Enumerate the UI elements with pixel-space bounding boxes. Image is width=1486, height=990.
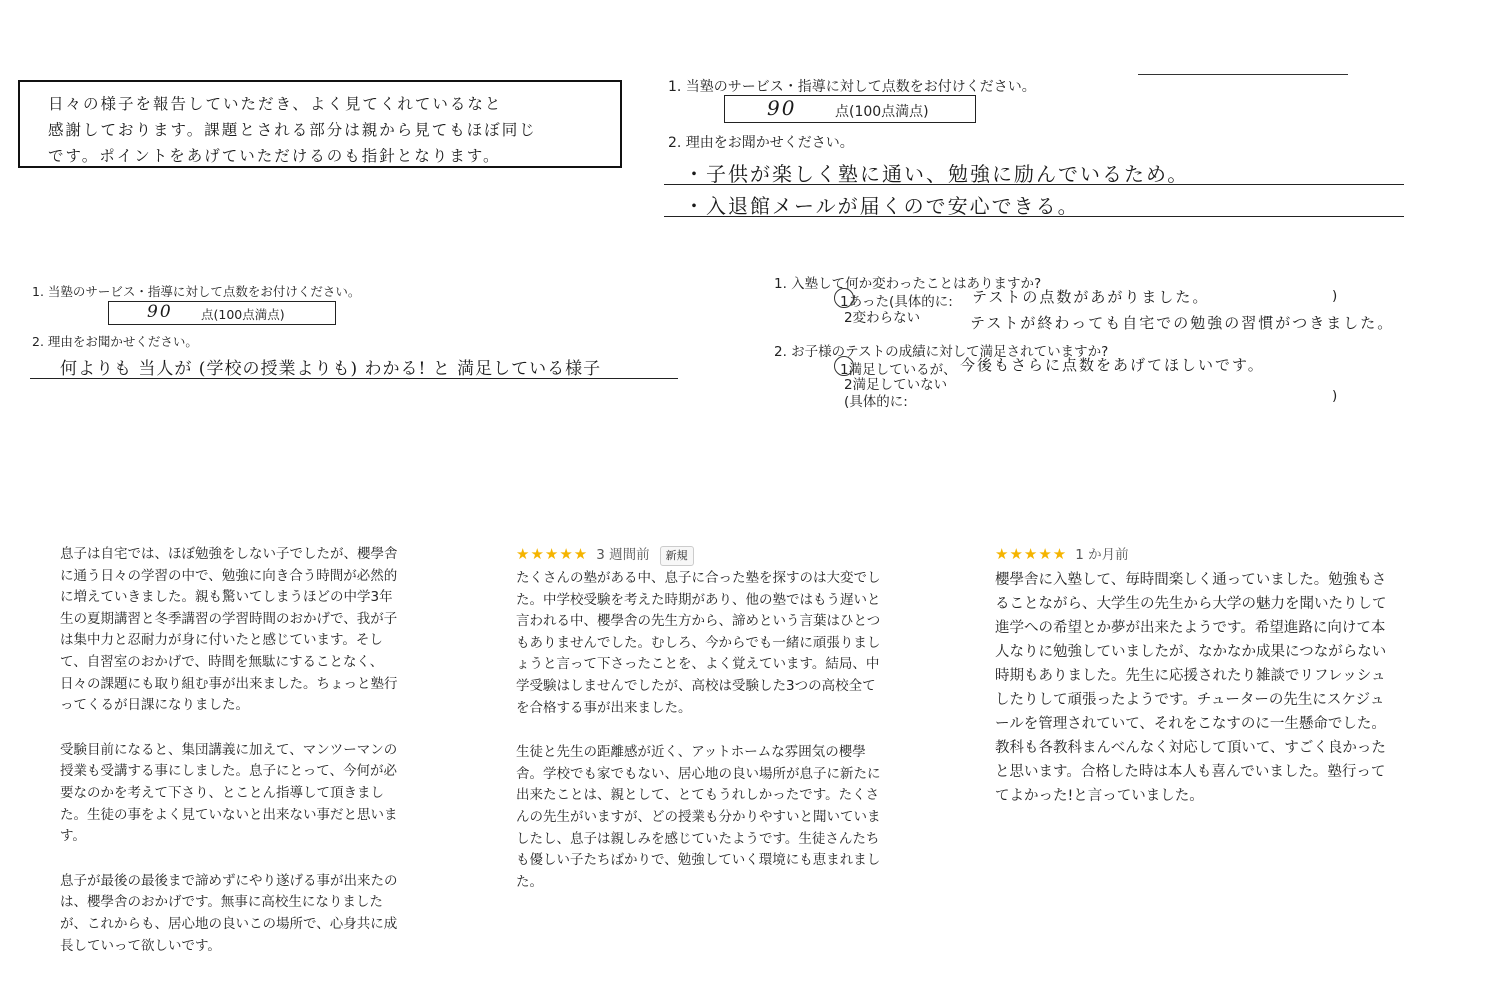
- question-2: 2. 理由をお聞かせください。: [668, 135, 854, 151]
- handwritten-note-box: [18, 80, 622, 168]
- score-unit: 点(100点満点): [201, 307, 285, 322]
- review-card-1: [60, 544, 405, 980]
- score-value: 90: [767, 96, 797, 120]
- review-card-3: [995, 543, 1395, 831]
- question-1: 1. 入塾して何か変わったことはありますか?: [774, 276, 1042, 292]
- answer-rule: [30, 378, 678, 379]
- answer-line-2: ・入退館メールが届くので安心できる。: [684, 194, 1080, 218]
- note-line-3: です。ポイントをあげていただけるのも指針となります。: [48, 147, 501, 165]
- answer-rule-1: [664, 184, 1404, 185]
- new-badge: 新規: [660, 546, 694, 566]
- option-2a-label: 1満足しているが、: [840, 362, 957, 378]
- circle-mark-icon: [834, 288, 854, 308]
- answer-1a: テストの点数があがりました。: [972, 288, 1210, 306]
- review-date: 1 か月前: [1075, 547, 1129, 563]
- review-paragraph: 息子は自宅では、ほぼ勉強をしない子でしたが、櫻學舎に通う日々の学習の中で、勉強に向き合う時間が必然的に増えていきました。親も驚いてしまうほどの中学3年生の夏期講習と冬季講習の学習時間のおかげで、我が子は集中力と忍耐力が身に付いたと感じています。そして、自習室のおかげで、時間を無駄にすることなく、日々の課題にも取り組む事が出来ました。ちょっと塾行ってくるが日課になりました。: [60, 546, 398, 714]
- review-paragraph: 受験目前になると、集団講義に加えて、マンツーマンの授業も受講する事にしました。息子にとって、今何が必要なのかを考えて下さり、とことん指導して頂きました。生徒の事をよく見ていないと出来ない事だと思います。: [60, 741, 398, 845]
- question-2: 2. お子様のテストの成績に対して満足されていますか?: [774, 344, 1109, 360]
- review-card-2: [516, 543, 886, 916]
- option-2b: 2満足していない: [844, 377, 948, 393]
- question-2: 2. 理由をお聞かせください。: [32, 334, 198, 349]
- answer-rule-2: [664, 216, 1404, 217]
- review-date: 3 週間前: [596, 547, 650, 563]
- score-value: 90: [147, 302, 173, 322]
- option-2c: (具体的に:: [844, 394, 908, 410]
- survey-scan-2: [664, 66, 1408, 226]
- review-paragraph: たくさんの塾がある中、息子に合った塾を探すのは大変でした。中学校受験を考えた時期があり、他の塾ではもう遅いと言われる中、櫻學舎の先生方から、諦めという言葉はひとつもありませんでした。むしろ、今からでも一緒に頑張りましょうと言って下さったことを、よく覚えています。結局、中学受験はしませんでしたが、高校は受験した3つの高校全てを合格する事が出来ました。: [516, 570, 881, 716]
- answer-line: 何よりも 当人が (学校の授業よりも) わかる! と 満足している様子: [60, 359, 602, 379]
- survey-scan-4: [770, 270, 1395, 410]
- note-line-1: 日々の様子を報告していただき、よく見てくれているなと: [48, 95, 503, 113]
- score-unit: 点(100点満点): [835, 104, 929, 120]
- score-box: [108, 301, 336, 325]
- review-header: [995, 543, 1395, 566]
- star-rating-icon: ★★★★★: [516, 545, 589, 563]
- paren-close-2: ): [1332, 388, 1338, 404]
- paren-close-1: ): [1332, 288, 1338, 304]
- review-paragraph: 生徒と先生の距離感が近く、アットホームな雰囲気の櫻學舎。学校でも家でもない、居心地の良い場所が息子に新たに出来たことは、親として、とてもうれしかったです。たくさんの先生がいますが、どの授業も分かりやすいと聞いていましたし、息子は親しみを感じていたようです。生徒さんたちも優しい子たちばかりで、勉強していく環境にも恵まれました。: [516, 744, 881, 890]
- review-header: [516, 543, 886, 566]
- question-1: 1. 当塾のサービス・指導に対して点数をお付けください。: [668, 79, 1036, 95]
- answer-line-1: ・子供が楽しく塾に通い、勉強に励んでいるため。: [684, 162, 1190, 186]
- survey-scan-3: [30, 282, 680, 392]
- question-1: 1. 当塾のサービス・指導に対して点数をお付けください。: [32, 284, 361, 299]
- review-paragraph: 櫻學舎に入塾して、毎時間楽しく通っていました。勉強もさることながら、大学生の先生から大学の魅力を聞いたりして進学への希望とか夢が出来たようです。希望進路に向けて本人なりに勉強していましたが、なかなか成果につながらない時期もありました。先生に応援されたり雑談でリフレッシュしたりして頑張ったようです。チューターの先生にスケジュールを管理されていて、それをこなすのに一生懸命でした。教科も各教科まんべんなく対応して頂いて、すごく良かったと思います。合格した時は本人も喜んでいました。塾行っててよかった!と言っていました。: [995, 572, 1387, 804]
- note-line-2: 感謝しております。課題とされる部分は親から見てもほぼ同じ: [48, 121, 537, 139]
- review-paragraph: 息子が最後の最後まで諦めずにやり遂げる事が出来たのは、櫻學舎のおかげです。無事に高校生になりましたが、これからも、居心地の良いこの場所で、心身共に成長していって欲しいです。: [60, 872, 398, 954]
- answer-2a: 今後もさらに点数をあげてほしいです。: [960, 356, 1265, 374]
- option-1b: 2変わらない: [844, 310, 921, 326]
- option-1a-label: 1あった(具体的に:: [840, 294, 953, 310]
- star-rating-icon: ★★★★★: [995, 545, 1068, 563]
- answer-1b: テストが終わっても自宅での勉強の習慣がつきました。: [970, 314, 1395, 332]
- top-rule: [1138, 74, 1348, 75]
- score-box: [724, 95, 976, 123]
